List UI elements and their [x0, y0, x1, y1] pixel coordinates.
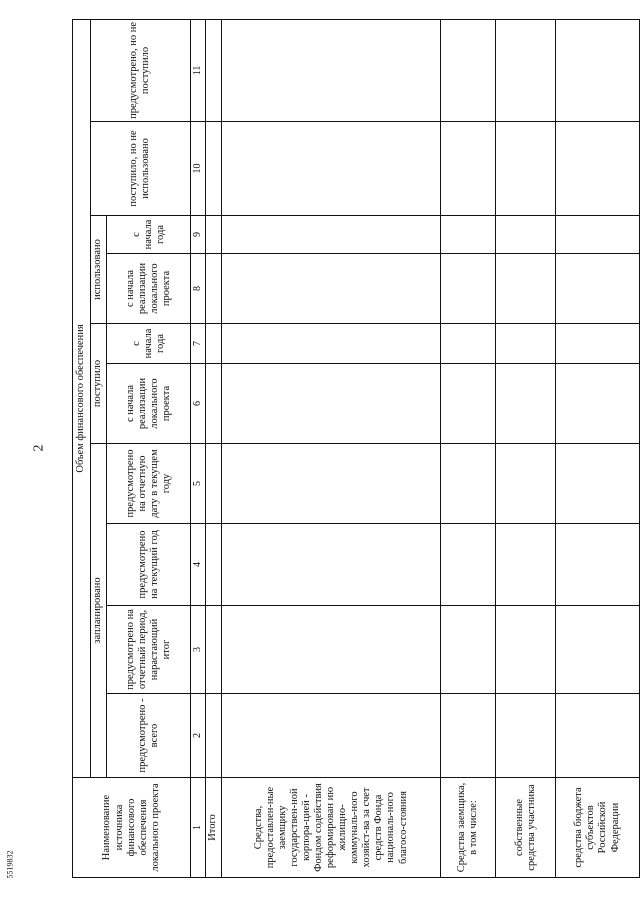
header-used: использовано [90, 216, 107, 324]
row-label: средства бюджета субъектов Российской Федерации [555, 778, 639, 878]
column-number: 7 [191, 324, 205, 364]
header-source: Наименование источника финансового обеспечения локального проекта [73, 778, 191, 878]
header-planned-current-year: предусмотрено на текущий год [107, 524, 191, 606]
table-row [222, 19, 441, 877]
column-number: 10 [191, 122, 205, 216]
column-number: 3 [191, 606, 205, 694]
header-received-not-used: поступило, но не использовано [90, 122, 191, 216]
table-row [555, 19, 639, 877]
financing-table [72, 19, 640, 878]
column-number: 9 [191, 216, 205, 254]
table-row [205, 19, 222, 877]
document-code: 5519832 [5, 850, 15, 879]
header-used-since-start: с начала реализации локального проекта [107, 254, 191, 324]
header-used-since-year: с начала года [107, 216, 191, 254]
table-row [496, 19, 556, 877]
column-number: 11 [191, 19, 205, 121]
table-row [441, 19, 496, 877]
column-number: 5 [191, 444, 205, 524]
header-received-since-year: с начала года [107, 324, 191, 364]
row-label: Средства заемщика, в том числе: [441, 778, 496, 878]
row-label: собственные средства участника [496, 778, 556, 878]
header-received: поступило [90, 324, 107, 444]
row-label: Итого [205, 778, 222, 878]
header-received-since-start: с начала реализации локального проекта [107, 364, 191, 444]
page-number: 2 [31, 444, 47, 452]
header-planned-report-date: предусмотрено на отчетную дату в текущем году [107, 444, 191, 524]
header-planned-period: предусмотрено на отчетный период, нарастающий итог [107, 606, 191, 694]
row-label: Средства, предоставлен-ные заемщику государствен-ной корпора-цией - Фондом содействия реформирован ию жилищно-коммуналь-ного хозяйст-ва за счет средств Фонда националь-ного благосо-стояния [222, 778, 441, 878]
header-planned-total: предусмотрено - всего [107, 694, 191, 778]
column-number-row [191, 19, 205, 877]
column-number: 8 [191, 254, 205, 324]
header-planned: запланировано [90, 444, 107, 778]
rotated-table-container [72, 20, 640, 878]
column-number: 1 [191, 778, 205, 878]
column-number: 4 [191, 524, 205, 606]
column-number: 2 [191, 694, 205, 778]
header-planned-not-received: предусмотрено, но не поступило [90, 19, 191, 121]
header-volume: Объем финансового обеспечения [73, 19, 91, 777]
column-number: 6 [191, 364, 205, 444]
